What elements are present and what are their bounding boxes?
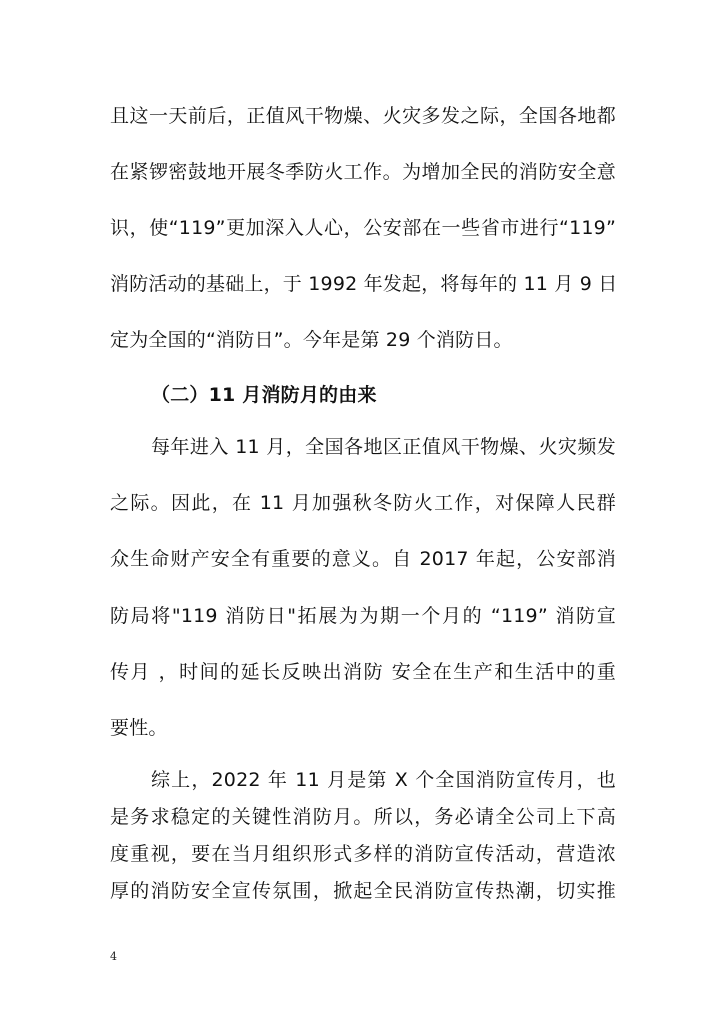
paragraph-line: 厚的消防安全宣传氛围，掀起全民消防宣传热潮，切实推: [110, 880, 616, 902]
paragraph-line: 之际。因此，在 11 月加强秋冬防火工作，对保障人民群: [110, 492, 616, 514]
paragraph-line: 定为全国的“消防日”。今年是第 29 个消防日。: [110, 329, 513, 351]
paragraph-line: 识，使“119”更加深入人心，公安部在一些省市进行“119”: [110, 217, 616, 239]
section-heading: （二）11 月消防月的由来: [151, 384, 377, 406]
page-number: 4: [110, 950, 117, 963]
paragraph-line: 度重视，要在当月组织形式多样的消防宣传活动，营造浓: [110, 843, 616, 865]
paragraph-line: 在紧锣密鼓地开展冬季防火工作。为增加全民的消防安全意: [110, 161, 616, 183]
paragraph-line: 消防活动的基础上，于 1992 年发起，将每年的 11 月 9 日: [110, 273, 618, 295]
paragraph-line: 综上，2022 年 11 月是第 X 个全国消防宣传月，也: [151, 769, 616, 791]
paragraph-line: 要性。: [110, 717, 168, 739]
paragraph-line: 且这一天前后，正值风干物燥、火灾多发之际，全国各地都: [110, 105, 616, 127]
paragraph-line: 防局将"119 消防日"拓展为为期一个月的 “119” 消防宣: [110, 605, 616, 627]
paragraph-line: 每年进入 11 月，全国各地区正值风干物燥、火灾频发: [151, 436, 616, 458]
paragraph-line: 众生命财产安全有重要的意义。自 2017 年起，公安部消: [110, 548, 616, 570]
paragraph-line: 传月 ，时间的延长反映出消防 安全在生产和生活中的重: [110, 661, 616, 683]
paragraph-line: 是务求稳定的关键性消防月。所以，务必请全公司上下高: [110, 806, 616, 828]
